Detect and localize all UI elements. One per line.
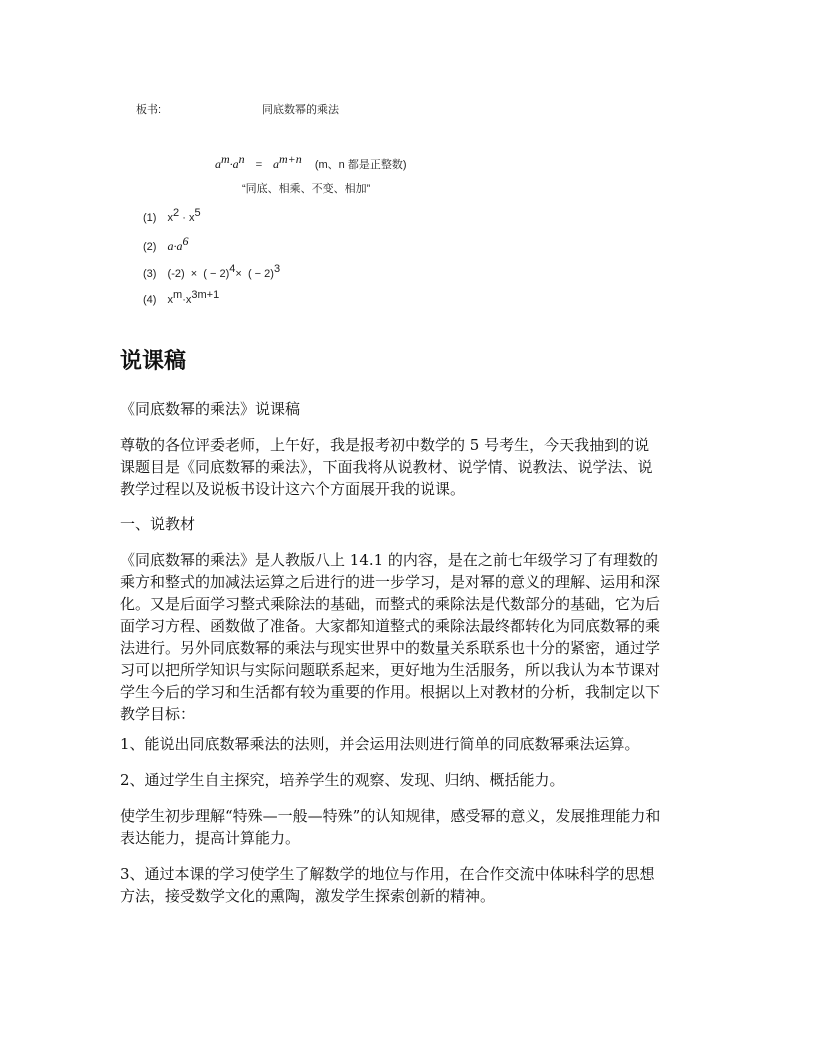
goal-2-extra <box>120 805 700 849</box>
exercise-label: (1) <box>143 212 157 224</box>
intro-line-1: 尊敬的各位评委老师，上午好，我是报考初中数学的 5 号考生，今天我抽到的说 <box>120 436 650 454</box>
board-title: 同底数幂的乘法 <box>262 104 339 116</box>
goal-2-extra-line-1: 使学生初步理解“特殊—一般—特殊”的认知规律，感受幂的意义，发展推理能力和 <box>120 807 661 825</box>
section1-line-1: 《同底数幂的乘法》是人教版八上 14.1 的内容，是在之前七年级学习了有理数的 <box>120 551 658 569</box>
goal-3-line-1: 3、通过本课的学习使学生了解数学的地位与作用，在合作交流中体味科学的思想 <box>120 865 655 883</box>
exercise-sup: 6 <box>182 234 189 248</box>
goal-2-extra-line-2: 表达能力，提高计算能力。 <box>120 829 301 847</box>
goal-3 <box>120 863 700 907</box>
formula-base: a <box>215 157 221 171</box>
formula-dot: · <box>229 157 233 171</box>
exercise-label: (3) <box>143 268 157 280</box>
formula-condition: (m、n 都是正整数) <box>314 159 407 171</box>
formula-exponent: m+n <box>278 152 302 166</box>
document-subtitle: 《同底数幂的乘法》说课稿 <box>120 400 301 418</box>
goal-1: 1、能说出同底数幂乘法的法则，并会运用法则进行简单的同底数幂乘法运算。 <box>120 735 640 753</box>
board-label: 板书: <box>136 104 162 116</box>
exercise-sup: 3m+1 <box>191 289 220 301</box>
exercise-text: × ( − 2) <box>235 268 274 280</box>
formula-base: a <box>232 157 239 171</box>
exercise-text: · <box>179 212 189 224</box>
section1-line-4: 面学习方程、函数做了准备。大家都知道整式的乘除法最终都转化为同底数幂的乘 <box>120 617 661 635</box>
exercise-sup: 3 <box>273 263 281 275</box>
exercise-label: (4) <box>143 294 157 306</box>
exercise-text: a·a <box>167 239 183 253</box>
section1-line-7: 学生今后的学习和生活都有较为重要的作用。根据以上对教材的分析，我制定以下 <box>120 683 661 701</box>
formula-exponent: m <box>221 152 230 166</box>
section1-paragraph <box>120 549 700 725</box>
exercise-sup: 2 <box>173 207 180 219</box>
exercise-sup: 5 <box>194 207 201 219</box>
section1-line-3: 化。又是后面学习整式乘除法的基础，而整式的乘除法是代数部分的基础，它为后 <box>120 595 661 613</box>
section1-title: 一、说教材 <box>120 515 196 533</box>
document-heading: 说课稿 <box>120 349 187 374</box>
exercise-3 <box>143 262 280 281</box>
formula-equals: = <box>254 157 263 171</box>
exercise-2 <box>143 234 189 254</box>
section1-line-2: 乘方和整式的加减法运算之后进行的进一步学习，是对幂的意义的理解、运用和深 <box>120 573 661 591</box>
exercise-text: (-2) × ( − 2) <box>167 268 230 280</box>
formula-exponent: n <box>238 152 245 166</box>
exercise-1 <box>143 206 201 225</box>
section1-line-8: 教学目标： <box>120 705 196 723</box>
goal-3-line-2: 方法，接受数学文化的熏陶，激发学生探索创新的精神。 <box>120 887 496 905</box>
intro-line-3: 教学过程以及说板书设计这六个方面展开我的说课。 <box>120 480 466 498</box>
exercise-sup: 4 <box>229 263 236 275</box>
exercise-sup: m <box>173 289 183 301</box>
intro-paragraph <box>120 434 700 500</box>
formula-base: a <box>272 157 279 171</box>
exercise-text: x <box>167 212 174 224</box>
exercise-text: ·x <box>182 294 192 306</box>
section1-line-5: 法进行。另外同底数幂的乘法与现实世界中的数量关系联系也十分的紧密，通过学 <box>120 639 661 657</box>
intro-line-2: 课题目是《同底数幂的乘法》，下面我将从说教材、说学情、说教法、说学法、说 <box>120 458 653 476</box>
goal-2: 2、通过学生自主探究，培养学生的观察、发现、归纳、概括能力。 <box>120 771 565 789</box>
exercise-label: (2) <box>143 241 157 253</box>
exercise-text: x <box>188 212 195 224</box>
exercise-4 <box>143 288 219 307</box>
section1-line-6: 习可以把所学知识与实际问题联系起来，更好地为生活服务，所以我认为本节课对 <box>120 661 661 679</box>
board-mnemonic: “同底、相乘、不变、相加” <box>242 183 371 195</box>
exercise-text: x <box>167 294 174 306</box>
formula-line <box>215 152 407 172</box>
